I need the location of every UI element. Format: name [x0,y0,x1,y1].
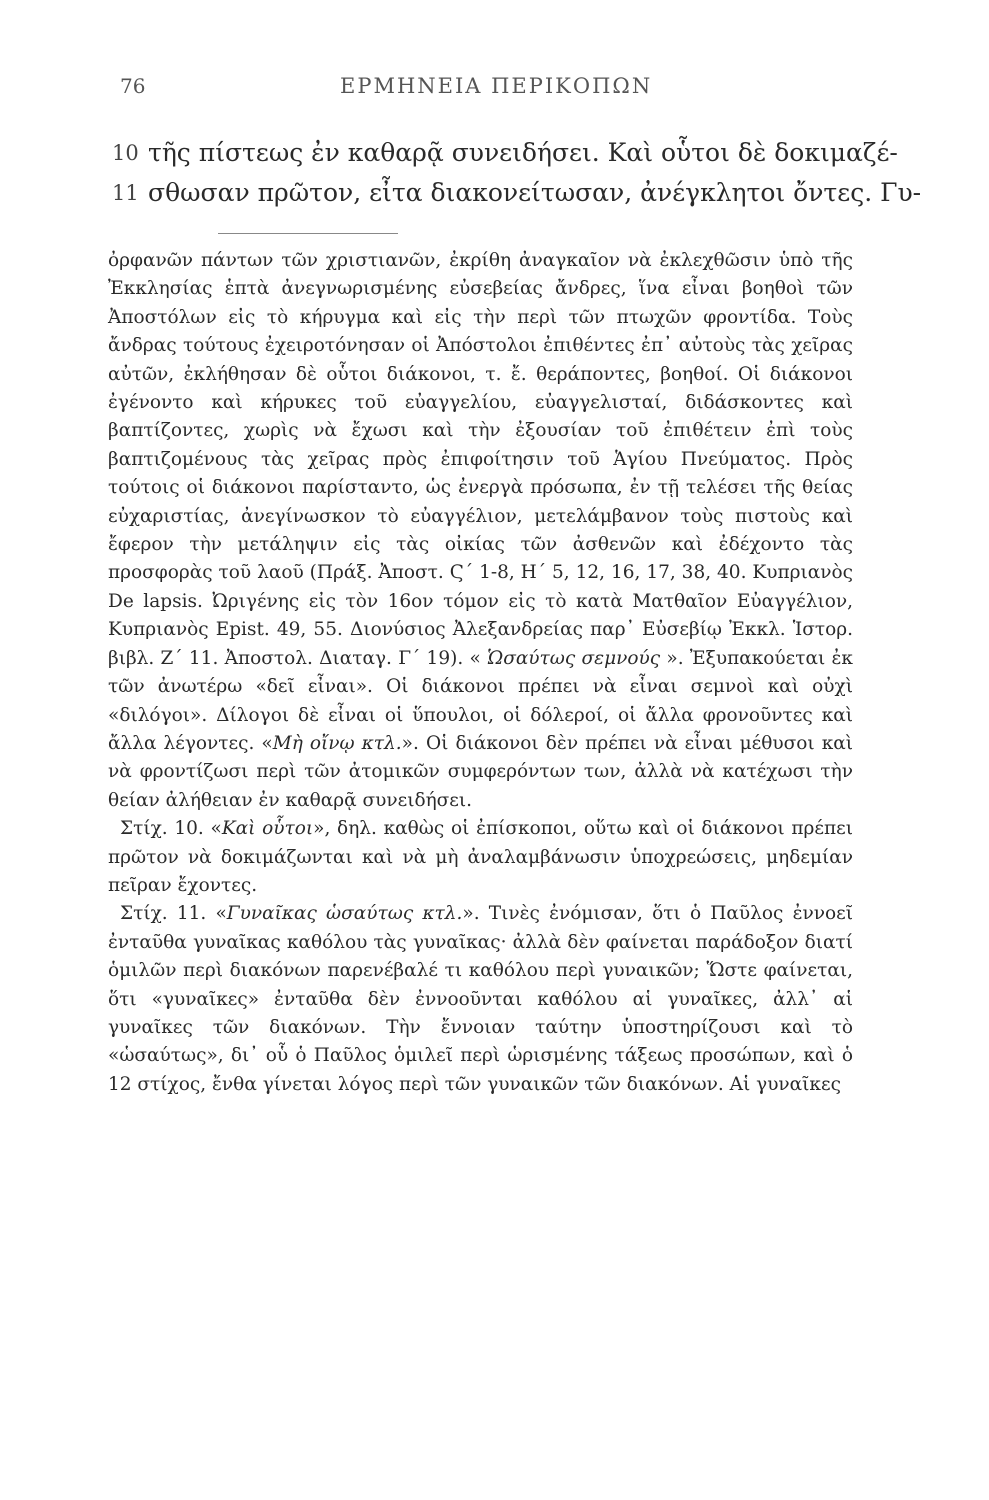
commentary-notes [108,247,853,1099]
page-number: 76 [120,74,146,98]
note-text: ». Ἐξυπακούεται ἐκ τῶν ἀνωτέρω «δεῖ εἶναι». Οἱ διάκονοι πρέπει νὰ εἶναι σεμνοὶ καὶ οὐχὶ «διλόγοι». Δίλογοι δὲ εἶναι οἱ ὕπουλοι, οἱ δόλεροί, οἱ ἄλλα φρονοῦντες καὶ ἄλλα λέγοντες. « [108,647,853,754]
note-text: « [469,647,488,669]
quoted-phrase: Ὡσαύτως σεμνούς [487,647,661,669]
quoted-phrase: Μὴ οἴνῳ κτλ. [272,732,402,754]
note-text: ». Τινὲς ἐνόμισαν, ὅτι ὁ Παῦλος ἐννοεῖ ἐνταῦθα γυναῖκας καθόλου τὰς γυναῖκας· ἀλλὰ δὲν φαίνεται παράδοξον διατί ὁμιλῶν περὶ διακόνων παρενέβαλέ τι καθόλου περὶ γυναικῶν; Ὥστε φαίνεται, ὅτι «γυναῖκες» ἐνταῦθα δὲν ἐννοοῦνται καθόλου αἱ γυναῖκες, ἀλλ᾽ αἱ γυναῖκες τῶν διακόνων. Τὴν ἔννοιαν ταύτην ὑποστηρίζουσι καὶ τὸ «ὡσαύτως», δι᾽ οὗ ὁ Παῦλος ὁμιλεῖ περὶ ὡρισμένης τάξεως προσώπων, καὶ ὁ 12 στίχος, ἔνθα γίνεται λόγος περὶ τῶν γυναικῶν τῶν διακόνων. Αἱ γυναῖκες [108,903,853,1095]
running-title: ΕΡΜΗΝΕΙΑ ΠΕΡΙΚΟΠΩΝ [340,74,653,98]
footnote-divider [218,233,398,234]
note-text: Στίχ. 11. « [120,903,227,925]
main-line-text: σθωσαν πρῶτον, εἶτα διακονείτωσαν, ἀνέγκλητοι ὄντες. Γυ- [148,178,922,207]
main-text [112,133,922,213]
main-line-text: τῆς πίστεως ἐν καθαρᾷ συνειδήσει. Καὶ οὗτοι δὲ δοκιμαζέ- [148,138,898,167]
page-header [120,74,850,104]
note-text: ὀρφανῶν πάντων τῶν χριστιανῶν, ἐκρίθη ἀναγκαῖον νὰ ἐκλεχθῶσιν ὑπὸ τῆς Ἐκκλησίας ἑπτὰ ἀνεγνωρισμένης εὐσεβείας ἄνδρες, ἵνα εἶναι βοηθοὶ τῶν Ἀποστόλων εἰς τὸ κήρυγμα καὶ εἰς τὴν περὶ τῶν πτωχῶν φροντίδα. Τοὺς ἄνδρας τούτους ἐχειροτόνησαν οἱ Ἀπόστολοι ἐπιθέντες ἐπ᾽ αὐτοὺς τὰς χεῖρας αὐτῶν, ἐκλήθησαν δὲ οὗτοι διάκονοι, τ. ἔ. θεράποντες, βοηθοί. Οἱ διάκονοι ἐγένοντο καὶ κήρυκες τοῦ εὐαγγελίου, εὐαγγελισταί, διδάσκοντες καὶ βαπτίζοντες, χωρὶς νὰ ἔχωσι καὶ τὴν ἐξουσίαν τοῦ ἐπιθέτειν ἐπὶ τοὺς βαπτιζομένους τὰς χεῖρας πρὸς ἐπιφοίτησιν τοῦ Ἁγίου Πνεύματος. Πρὸς τούτοις οἱ διάκονοι παρίσταντο, ὡς ἐνεργὰ πρόσωπα, ἐν τῇ τελέσει τῆς θείας εὐχαριστίας, ἀνεγίνωσκον τὸ εὐαγγέλιον, μετελάμβανον τοὺς πιστοὺς καὶ ἔφερον τὴν μετάληψιν εἰς τὰς οἰκίας τῶν ἀσθενῶν καὶ ἐδέχοντο τὰς προσφορὰς τοῦ λαοῦ (Πράξ. Ἀποστ. Ϛ΄ 1-8, Η΄ 5, 12, 16, 17, 38, 40. Κυπριανὸς De lapsis. Ὠριγένης εἰς τὸν 16ον τόμον εἰς τὸ κατὰ Ματθαῖον Εὐαγγέλιον, Κυπριανὸς Epist. 49, 55. Διονύσιος Ἀλεξανδρείας παρ᾽ Εὐσεβίῳ Ἐκκλ. Ἱστορ. βιβλ. Ζ΄ 11. Ἀποστολ. Διαταγ. Γ΄ 19). [108,250,853,669]
quoted-phrase: Γυναῖκας ὡσαύτως κτλ. [226,903,463,925]
note-paragraph [108,900,853,1099]
note-paragraph [108,247,853,815]
quoted-phrase: Καὶ οὗτοι [221,818,314,840]
verse-number: 11 [112,181,139,205]
note-text: Στίχ. 10. « [120,818,222,840]
note-text: ». Οἱ διάκονοι δὲν πρέπει νὰ εἶναι μέθυσοι καὶ νὰ φροντίζωσι περὶ τῶν ἀτομικῶν συμφερόντων των, ἀλλὰ νὰ κατέχωσι τὴν θείαν ἀλήθειαν ἐν καθαρᾷ συνειδήσει. [108,732,854,811]
main-line [112,173,922,213]
verse-number: 10 [112,141,139,165]
main-line [112,133,898,173]
note-paragraph [108,815,853,900]
note-text: », δηλ. καθὼς οἱ ἐπίσκοποι, οὕτω καὶ οἱ διάκονοι πρέπει πρῶτον νὰ δοκιμάζωνται καὶ νὰ μὴ ἀναλαμβάνωσιν ὑποχρεώσεις, μηδεμίαν πεῖραν ἔχοντες. [108,818,853,896]
